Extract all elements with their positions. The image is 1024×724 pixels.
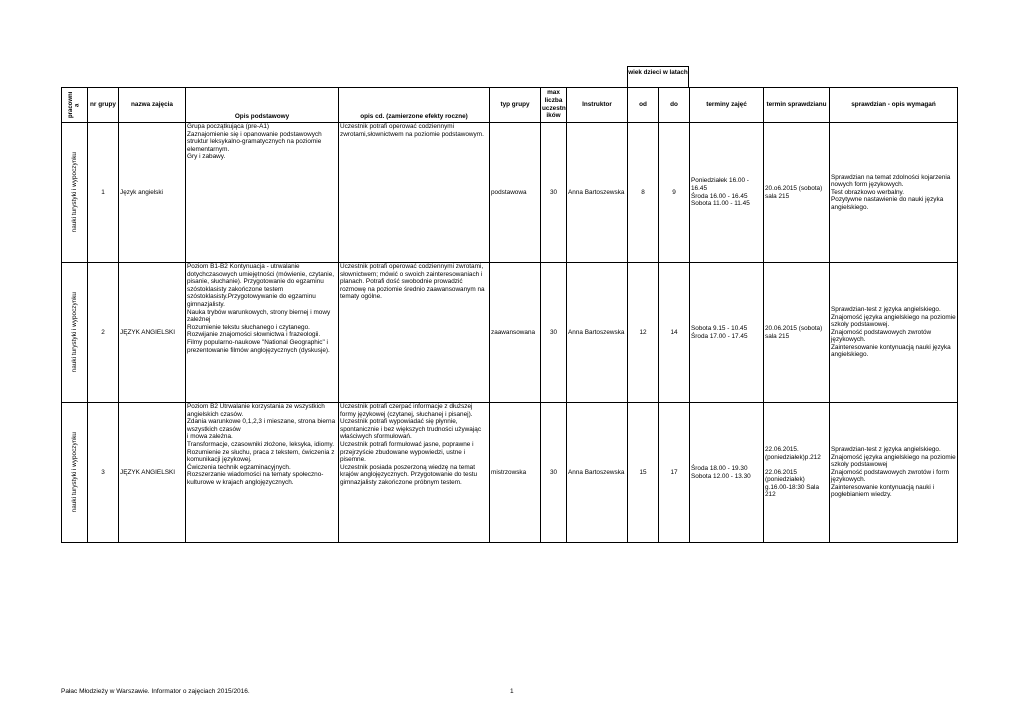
cell-do: 17	[659, 403, 690, 543]
cell-opis: Poziom B2 Utrwalanie korzystania ze wszystkich angielskich czasów. Zdania warunkowe 0,1,2,3 i mieszane, strona bierna wszystkich czasów i mowa zależna. Transformacje, czasowniki złożone, leksyka, idiomy. Rozumienie ze słuchu, praca z tekstem, ćwiczenia z komunikacji językowej. Ćwiczenia technik egzaminacyjnych. Rozszerzanie wiadomości na tematy społeczno-kulturowe w krajach anglojęzycznych.	[186, 403, 339, 543]
cell-opis: Poziom B1-B2 Kontynuacja - utrwalanie dotychczasowych umiejętności (mówienie, czytanie, pisanie, słuchanie). Przygotowanie do egzaminu szóstoklasisty zakończone testem szóstoklasisty.Przygotowywanie do egzaminu gimnazjalisty. Nauka trybów warunkowych, strony biernej i mowy zależnej Rozumienie tekstu słuchanego i czytanego. Rozwijanie znajomości słownictwa i frazeologii. Filmy popularno-naukowe "National Geographic" i prezentowanie filmów anglojęzycznych (dyskusje).	[186, 263, 339, 403]
cell-pracownia: nauki turystyki i wypoczynku	[62, 123, 88, 263]
cell-nazwa: JĘZYK ANGIELSKI	[119, 263, 186, 403]
cell-opis-cd: Uczestnik potrafi czerpać informacje z dłuższej formy językowej (czytanej, słuchanej i pisanej). Uczestnik potrafi wypowiadać się płynnie, spontanicznie i bez większych trudności używając właściwych sformułowań. Uczestnik potrafi formułować jasne, poprawne i przejrzyście zbudowane wypowiedzi, ustne i pisemne. Uczestnik posiada poszerzoną wiedzę na temat krajów anglojęzycznych. Przygotowanie do testu gimnazjalisty zakończone próbnym testem.	[339, 403, 490, 543]
cell-nr: 3	[88, 403, 119, 543]
cell-sprawdzian: Sprawdzian-test z języka angielskiego. Znajomość języka angielskiego na poziomie szkoły podstawowej. Znajomość podstawowych zwrotów językowych. Zainteresowanie kontynuacją nauki języka angielskiego.	[830, 263, 958, 403]
col-header-nr-grupy: nr grupy	[88, 88, 119, 123]
cell-max: 30	[541, 123, 567, 263]
cell-do: 9	[659, 123, 690, 263]
cell-terminy: Sobota 9.15 - 10.45 Środa 17.00 - 17.45	[690, 263, 764, 403]
col-header-max: max liczba uczestn ików	[541, 88, 567, 123]
cell-nr: 2	[88, 263, 119, 403]
cell-instruktor: Anna Bartoszewska	[567, 263, 628, 403]
cell-do: 14	[659, 263, 690, 403]
cell-pracownia: nauki turystyki i wypoczynku	[62, 403, 88, 543]
cell-od: 12	[628, 263, 659, 403]
table-row	[62, 263, 958, 403]
classes-table	[61, 87, 958, 543]
cell-instruktor: Anna Bartoszewska	[567, 123, 628, 263]
cell-nazwa: Język angielski	[119, 123, 186, 263]
cell-typ: zaawansowana	[490, 263, 541, 403]
cell-termin-sprawdzianu: 20.06.2015 (sobota) sala 215	[764, 263, 830, 403]
col-header-opis: Opis podstawowy	[186, 88, 339, 123]
cell-sprawdzian: Sprawdzian na temat zdolności kojarzenia nowych form językowych. Test obrazkowo werbalny. Pozytywne nastawienie do nauki języka angielskiego.	[830, 123, 958, 263]
cell-terminy: Poniedziałek 16.00 - 16.45 Środa 16.00 - 16.45 Sobota 11.00 - 11.45	[690, 123, 764, 263]
cell-opis-cd: Uczestnik potrafi operować codziennymi zwrotami,słownictwem na poziomie podstawowym.	[339, 123, 490, 263]
cell-nazwa: JĘZYK ANGIELSKI	[119, 403, 186, 543]
cell-instruktor: Anna Bartoszewska	[567, 403, 628, 543]
col-header-nazwa: nazwa zajęcia	[119, 88, 186, 123]
table-row	[62, 123, 958, 263]
col-header-pracownia: pracowni a	[62, 88, 88, 123]
cell-od: 15	[628, 403, 659, 543]
cell-terminy: Środa 18.00 - 19.30 Sobota 12.00 - 13.30	[690, 403, 764, 543]
cell-typ: mistrzowska	[490, 403, 541, 543]
cell-opis-cd: Uczestnik potrafi operować codziennymi zwrotami, słownictwem; mówić o swoich zainteresowaniach i planach. Potrafi dość swobodnie prowadzić rozmowę na poziomie średnio zaawansowanym na tematy ogólne.	[339, 263, 490, 403]
cell-pracownia: nauki turystyki i wypoczynku	[62, 263, 88, 403]
col-header-od: od	[628, 88, 659, 123]
col-header-instruktor: Instruktor	[567, 88, 628, 123]
col-header-termin-sprawdzianu: termin sprawdzianu	[764, 88, 830, 123]
page-number: 1	[510, 688, 514, 695]
cell-od: 8	[628, 123, 659, 263]
cell-typ: podstawowa	[490, 123, 541, 263]
col-header-typ: typ grupy	[490, 88, 541, 123]
header-row	[62, 88, 958, 123]
col-header-opis-cd: opis cd. (zamierzone efekty roczne)	[339, 88, 490, 123]
table-row	[62, 403, 958, 543]
cell-max: 30	[541, 263, 567, 403]
footer-text: Pałac Młodzieży w Warszawie. Informator o zajęciach 2015/2016.	[61, 688, 250, 695]
cell-nr: 1	[88, 123, 119, 263]
col-header-terminy: terminy zajęć	[690, 88, 764, 123]
cell-termin-sprawdzianu: 22.06.2015. (poniedziałek)p.212 22.06.2015 (poniedziałek) g.16.00-18:30 Sala 212	[764, 403, 830, 543]
cell-opis: Grupa początkująca (pre-A1) Zaznajomienie się i opanowanie podstawowych struktur leksykalno-gramatycznych na poziomie elementarnym. Gry i zabawy.	[186, 123, 339, 263]
cell-termin-sprawdzianu: 20.o6.2015 (sobota) sala 215	[764, 123, 830, 263]
col-header-do: do	[659, 88, 690, 123]
age-group-header: wiek dzieci w latach	[627, 66, 689, 87]
col-header-sprawdzian: sprawdzian - opis wymagań	[830, 88, 958, 123]
cell-max: 30	[541, 403, 567, 543]
cell-sprawdzian: Sprawdzian-test z języka angielskiego. Znajomość języka angielskiego na poziomie szkoły podstawowej Znajomość podstawowych zwrotów i form językowych. Zainteresowanie kontynuacją nauki i pogłebianiem wiedzy.	[830, 403, 958, 543]
